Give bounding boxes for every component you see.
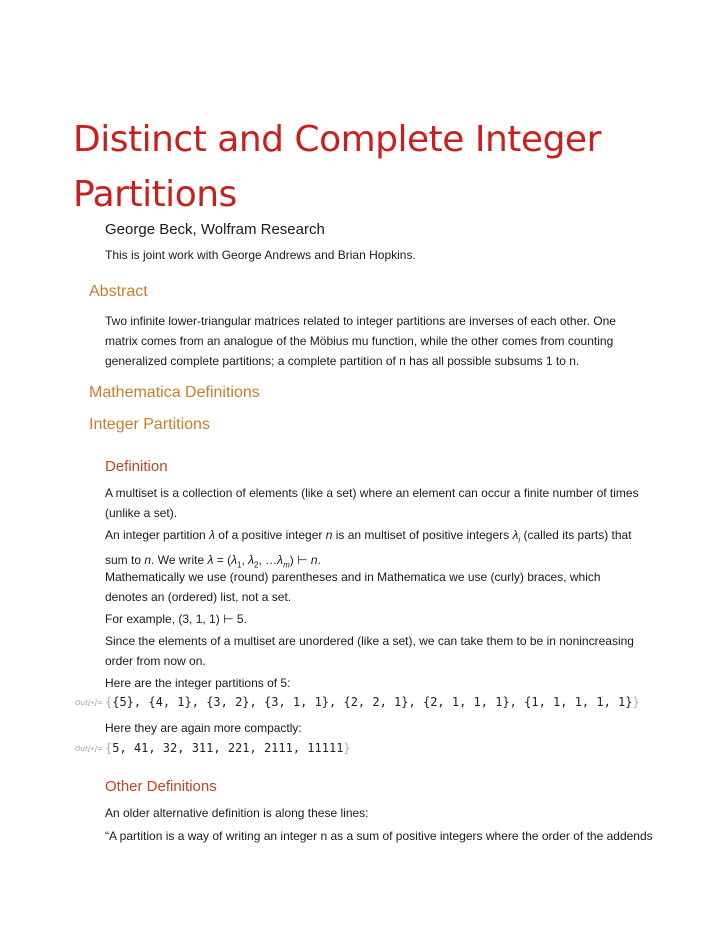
author-line: George Beck, Wolfram Research (105, 221, 325, 238)
output-label: Out[•]= (75, 699, 104, 707)
partition-definition-paragraph: An integer partition λ of a positive integer n is an multiset of positive integers $\lambda_i$ (called its parts) that sum to n. We write $\lambda = (\lambda_1$, $\lambda_2$, $\dots\lambda_m$) ⊢ n. (105, 528, 632, 570)
partition-formula: $\lambda = (\lambda_1$, $\lambda_2$, $\dots\lambda_m$) ⊢ n. (207, 553, 321, 570)
partition-item: {3, 1, 1} (264, 695, 330, 709)
partition-item: {4, 1} (148, 695, 192, 709)
older-definition-quote: “A partition is a way of writing an integer n as a sum of positive integers where the order of the addends (105, 829, 653, 843)
partition-item: {5} (112, 695, 134, 709)
partition-item: {1, 1, 1, 1, 1} (524, 695, 633, 709)
multiset-paragraph: A multiset is a collection of elements (like a set) where an element can occur a finite number of times (unlike a set). (105, 486, 639, 520)
example-paragraph: For example, (3, 1, 1) ⊢ 5. (105, 612, 247, 626)
order-paragraph: Since the elements of a multiset are unordered (like a set), we can take them to be in nonincreasing order from now on. (105, 634, 634, 668)
abstract-text: Two infinite lower-triangular matrices related to integer partitions are inverses of each other. One matrix comes from an analogue of the Möbius mu function, while the other comes from counting generalized complete partitions; a complete partition of n has all possible subsums 1 to n. (105, 314, 616, 368)
output-cell-compact[interactable]: {5, 41, 32, 311, 221, 2111, 11111} (105, 741, 351, 755)
partition-item: {3, 2} (206, 695, 250, 709)
partition-item: {2, 2, 1} (343, 695, 409, 709)
braces-paragraph: Mathematically we use (round) parentheses and in Mathematica we use (curly) braces, which denotes an (ordered) list, not a set. (105, 570, 601, 604)
joint-work-note: This is joint work with George Andrews and Brian Hopkins. (105, 248, 416, 262)
partitions-intro: Here are the integer partitions of 5: (105, 676, 291, 690)
definition-heading[interactable]: Definition (105, 458, 168, 475)
output-label: Out[•]= (75, 745, 104, 753)
integer-partitions-heading[interactable]: Integer Partitions (89, 416, 210, 433)
older-definition-intro: An older alternative definition is along these lines: (105, 806, 369, 820)
partition-item: {2, 1, 1, 1} (422, 695, 510, 709)
output-cell-partitions[interactable]: {{5}, {4, 1}, {3, 2}, {3, 1, 1}, {2, 2, 1}, {2, 1, 1, 1}, {1, 1, 1, 1, 1}} (105, 695, 640, 709)
mathematica-definitions-heading[interactable]: Mathematica Definitions (89, 384, 260, 401)
abstract-heading[interactable]: Abstract (89, 283, 148, 300)
other-definitions-heading[interactable]: Other Definitions (105, 778, 217, 795)
document-title: Distinct and Complete Integer Partitions (73, 119, 601, 215)
compact-intro: Here they are again more compactly: (105, 721, 302, 735)
